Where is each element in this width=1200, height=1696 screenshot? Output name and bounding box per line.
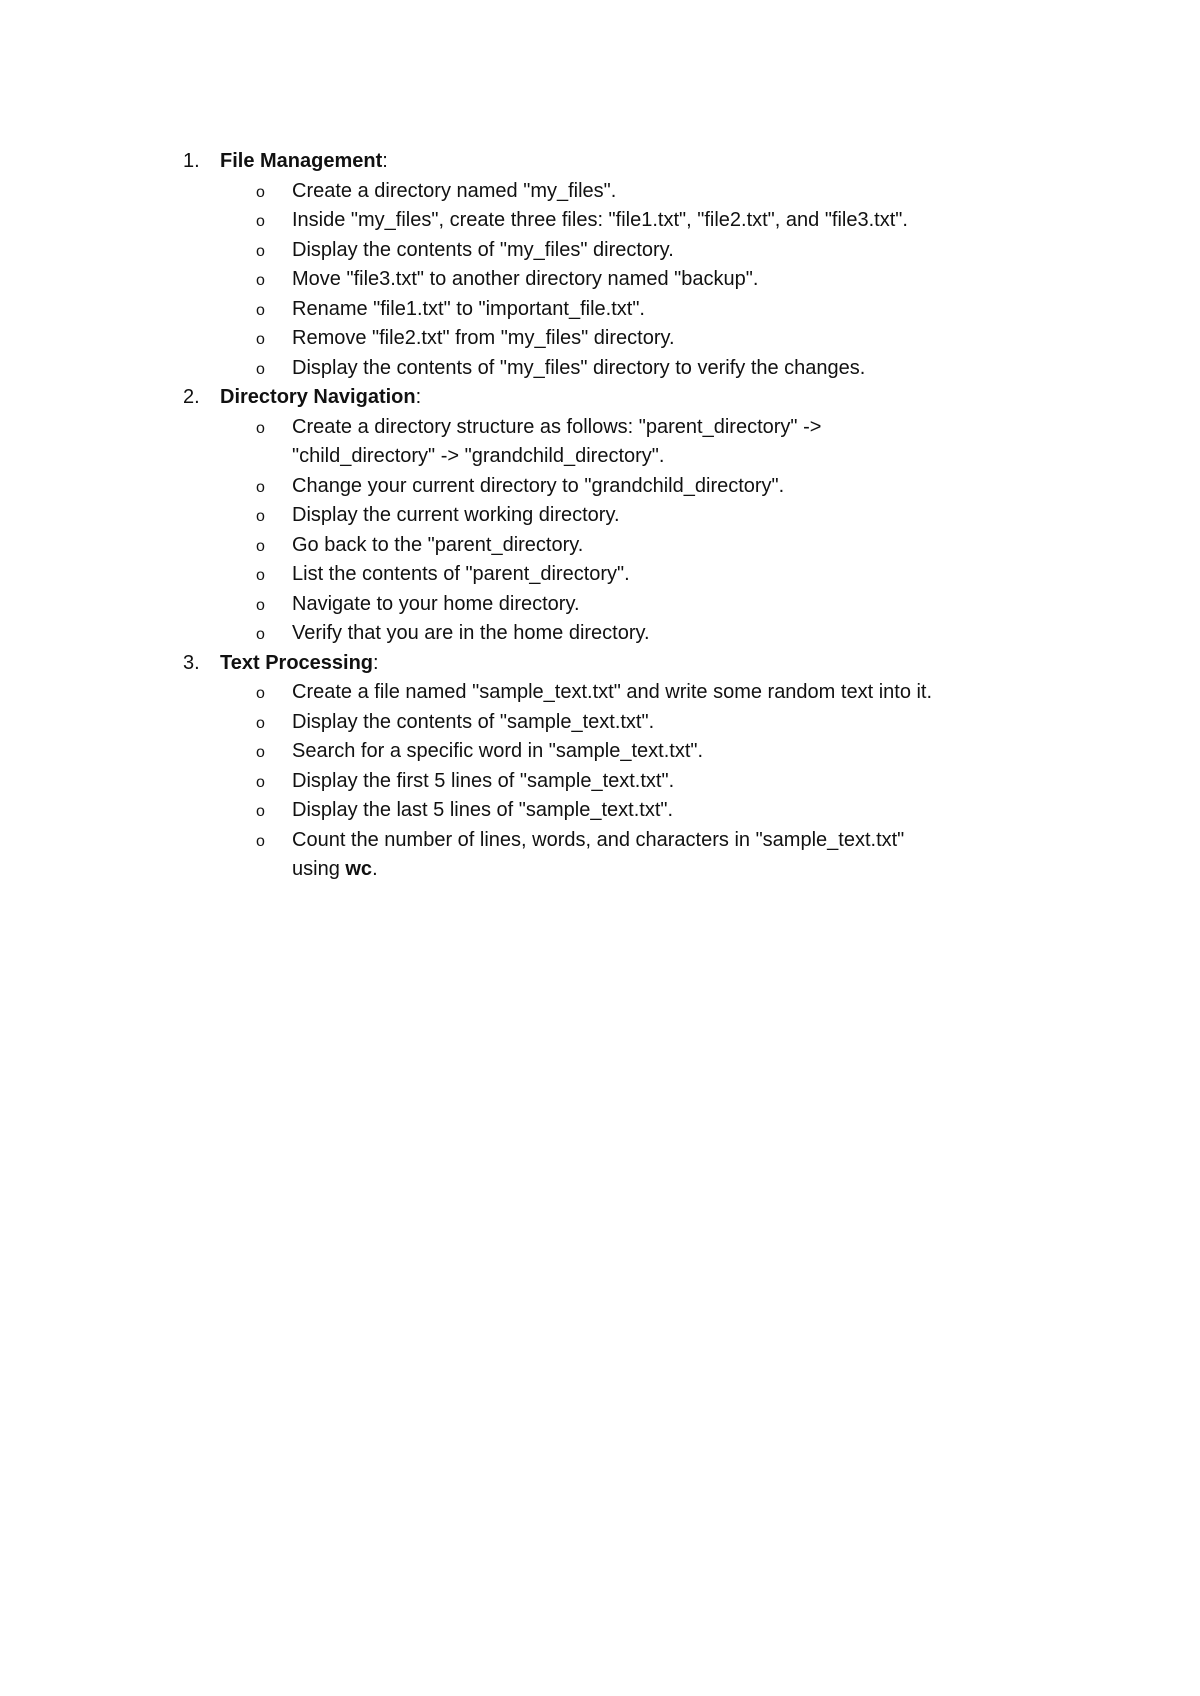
section-heading bbox=[183, 383, 1063, 413]
list-item bbox=[183, 472, 1063, 502]
list-item-text: Display the contents of "my_files" directory to verify the changes. bbox=[292, 356, 866, 379]
list-item bbox=[183, 206, 1063, 236]
bullet-icon: o bbox=[256, 803, 265, 820]
bullet-icon: o bbox=[256, 242, 265, 260]
section-title-colon: : bbox=[373, 651, 379, 674]
list-item bbox=[183, 678, 1063, 708]
list-item bbox=[183, 236, 1063, 266]
list-item-text: Display the current working directory. bbox=[292, 504, 620, 526]
section-title bbox=[220, 383, 421, 413]
bullet-icon: o bbox=[256, 272, 265, 289]
list-item bbox=[183, 531, 1063, 561]
list-item-text-suffix: . bbox=[372, 858, 378, 880]
list-item bbox=[183, 737, 1063, 767]
list-item bbox=[183, 619, 1063, 649]
bullet-icon: o bbox=[256, 301, 265, 319]
section-items bbox=[183, 177, 1063, 384]
section-items bbox=[183, 413, 1063, 649]
bullet-icon: o bbox=[256, 773, 265, 791]
list-item bbox=[183, 796, 1063, 826]
list-item bbox=[183, 324, 1063, 354]
list-item bbox=[183, 265, 1063, 295]
list-item-text: Display the contents of "sample_text.txt". bbox=[292, 710, 655, 733]
list-item bbox=[183, 295, 1063, 325]
list-item-text-prefix: Count the number of lines, words, and characters in "sample_text.txt" using bbox=[292, 828, 905, 880]
bullet-icon: o bbox=[256, 508, 265, 525]
list-item-text: Move "file3.txt" to another directory named "backup". bbox=[292, 268, 759, 290]
section-title-text: Directory Navigation bbox=[220, 386, 416, 408]
list-item-text: Verify that you are in the home directory. bbox=[292, 622, 650, 644]
bullet-icon: o bbox=[256, 419, 265, 437]
bullet-icon: o bbox=[256, 478, 265, 496]
bullet-icon: o bbox=[256, 537, 265, 555]
list-item bbox=[183, 177, 1063, 207]
section-title-colon: : bbox=[415, 386, 422, 408]
section-heading bbox=[183, 649, 1063, 679]
list-item-text: Display the first 5 lines of "sample_text.txt". bbox=[292, 769, 675, 792]
list-item-text: Search for a specific word in "sample_text.txt". bbox=[292, 740, 704, 762]
bullet-icon: o bbox=[256, 685, 265, 702]
list-item bbox=[183, 826, 932, 885]
bullet-icon: o bbox=[256, 360, 265, 378]
list-item-text: Change your current directory to "grandchild_directory". bbox=[292, 474, 785, 497]
section-file-management bbox=[183, 147, 1063, 383]
list-item-text: Go back to the "parent_directory. bbox=[292, 533, 584, 556]
section-items bbox=[183, 678, 1063, 885]
list-item-text: List the contents of "parent_directory". bbox=[292, 563, 630, 585]
bullet-icon: o bbox=[256, 832, 265, 850]
list-item bbox=[183, 590, 1063, 620]
section-number: 1. bbox=[183, 150, 200, 172]
list-item bbox=[183, 560, 1063, 590]
bullet-icon: o bbox=[256, 714, 265, 732]
section-heading bbox=[183, 147, 1063, 177]
list-item-text: Display the last 5 lines of "sample_text.txt". bbox=[292, 799, 674, 821]
bullet-icon: o bbox=[256, 183, 265, 201]
list-item-text: Remove "file2.txt" from "my_files" directory. bbox=[292, 327, 675, 349]
bullet-icon: o bbox=[256, 567, 265, 584]
list-item bbox=[183, 708, 1063, 738]
list-item-text: Rename "file1.txt" to "important_file.txt". bbox=[292, 297, 645, 320]
section-number: 3. bbox=[183, 651, 200, 674]
bullet-icon: o bbox=[256, 626, 265, 643]
task-list bbox=[183, 147, 1063, 885]
bullet-icon: o bbox=[256, 744, 265, 761]
section-title bbox=[220, 147, 388, 177]
bullet-icon: o bbox=[256, 331, 265, 348]
list-item bbox=[183, 413, 892, 472]
list-item-text: Inside "my_files", create three files: "file1.txt", "file2.txt", and "file3.txt". bbox=[292, 209, 908, 231]
bullet-icon: o bbox=[256, 213, 265, 230]
list-item-text: Create a directory structure as follows: "parent_directory" -> "child_directory" -> "grandchild_directory". bbox=[292, 415, 822, 467]
list-item-text: Display the contents of "my_files" directory. bbox=[292, 238, 674, 261]
section-number: 2. bbox=[183, 386, 200, 408]
section-title-text: Text Processing bbox=[220, 651, 374, 674]
list-item bbox=[183, 354, 1063, 384]
wc-command: wc bbox=[345, 858, 373, 880]
list-item bbox=[183, 767, 1063, 797]
list-item bbox=[183, 501, 1063, 531]
section-title-colon: : bbox=[382, 150, 388, 172]
section-title bbox=[220, 649, 379, 679]
section-title-text: File Management bbox=[220, 150, 383, 172]
list-item-text: Create a file named "sample_text.txt" and write some random text into it. bbox=[292, 681, 933, 703]
list-item-text: Navigate to your home directory. bbox=[292, 592, 580, 615]
list-item-text: Create a directory named "my_files". bbox=[292, 179, 617, 202]
section-text-processing bbox=[183, 649, 1063, 885]
bullet-icon: o bbox=[256, 596, 265, 614]
section-directory-navigation bbox=[183, 383, 1063, 649]
